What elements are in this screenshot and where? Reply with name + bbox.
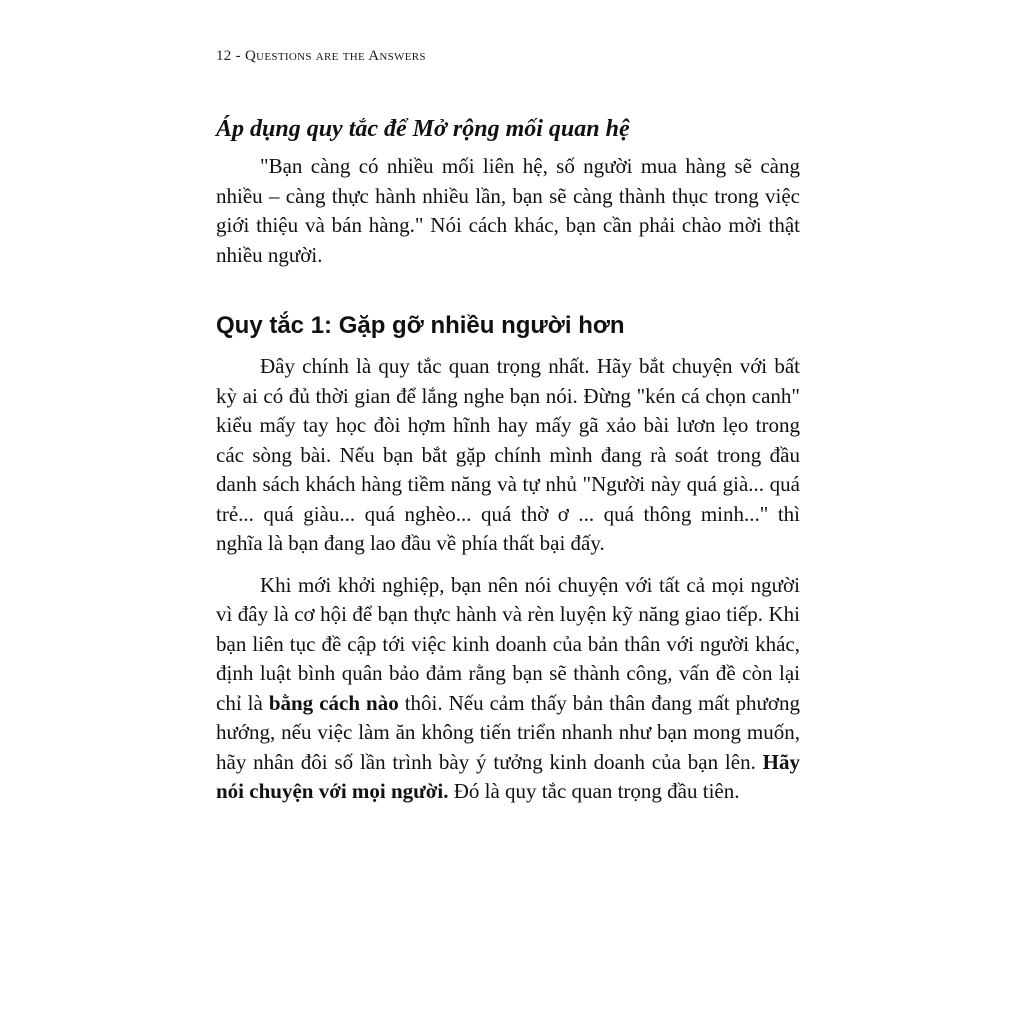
emphasis-talk-to-everyone: Hãy nói chuyện với mọi người.	[216, 749, 800, 803]
rule-1-heading: Quy tắc 1: Gặp gỡ nhiều người hơn	[216, 312, 625, 339]
page-content	[216, 112, 800, 807]
paragraph-text: Khi mới khởi nghiệp, bạn nên nói chuyện với tất cả mọi người vì đây là cơ hội để bạn thực hành và rèn luyện kỹ năng giao tiếp. Khi bạn liên tục đề cập tới việc kinh doanh của bản thân với người khác, định luật bình quân bảo đảm rằng bạn sẽ thành công, vấn đề còn lại chỉ là	[216, 572, 800, 715]
section-heading-expand-relationships: Áp dụng quy tắc để Mở rộng mối quan hệ	[216, 116, 630, 142]
page-number: 12	[216, 48, 232, 64]
running-head	[216, 48, 426, 65]
running-head-separator: -	[235, 48, 241, 64]
section-intro-paragraph: "Bạn càng có nhiều mối liên hệ, số người mua hàng sẽ càng nhiều – càng thực hành nhiều lần, bạn sẽ càng thành thục trong việc giới thiệu và bán hàng." Nói cách khác, bạn cần phải chào mời thật nhiều người.	[216, 154, 800, 267]
emphasis-how: bằng cách nào	[268, 690, 399, 715]
book-title: Questions are the Answers	[245, 48, 426, 64]
rule-1-paragraph-2	[216, 571, 800, 807]
paragraph-text: thôi. Nếu cảm thấy bản thân đang mất phương hướng, nếu việc làm ăn không tiến triển nhanh như bạn mong muốn, hãy nhân đôi số lần trình bày ý tưởng kinh doanh của bạn lên.	[216, 690, 801, 774]
paragraph-text: Đó là quy tắc quan trọng đầu tiên.	[448, 779, 740, 803]
rule-1-paragraph-1: Đây chính là quy tắc quan trọng nhất. Hãy bắt chuyện với bất kỳ ai có đủ thời gian để lắng nghe bạn nói. Đừng "kén cá chọn canh" kiểu mấy tay học đòi hợm hĩnh hay mấy gã xảo bài lươn lẹo trong các sòng bài. Nếu bạn bắt gặp chính mình đang rà soát trong đầu danh sách khách hàng tiềm năng và tự nhủ "Người này quá già... quá trẻ... quá giàu... quá nghèo... quá thờ ơ ... quá thông minh..." thì nghĩa là bạn đang lao đầu về phía thất bại đấy.	[216, 354, 800, 555]
